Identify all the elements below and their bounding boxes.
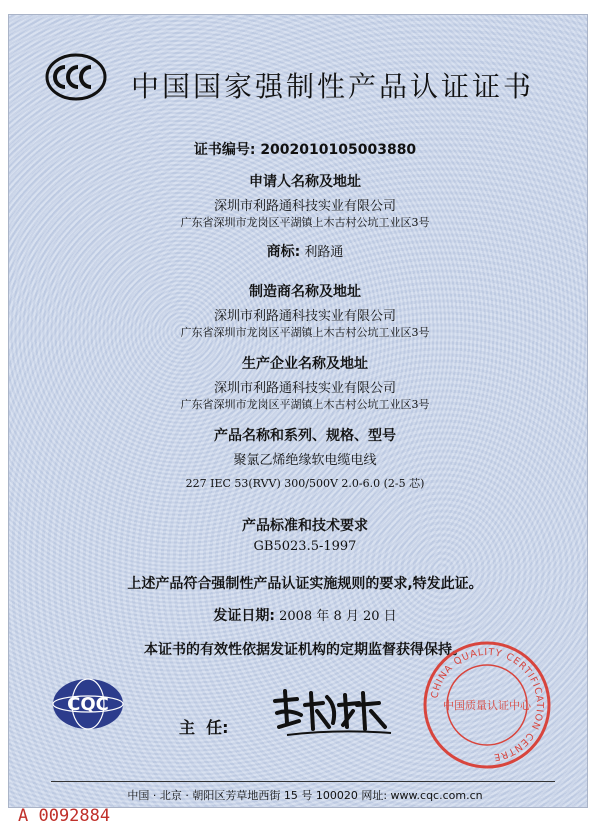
- director-label: 主 任:: [179, 718, 229, 737]
- standard-value: GB5023.5-1997: [253, 539, 357, 554]
- conformity-statement: 上述产品符合强制性产品认证实施规则的要求,特发此证。: [127, 576, 483, 592]
- cert-number-label: 证书编号:: [193, 142, 256, 158]
- trademark-value: 利路通: [304, 245, 344, 260]
- factory-address: 广东省深圳市龙岗区平湖镇上木古村公坑工业区3号: [180, 398, 430, 411]
- validity-note: 本证书的有效性依据发证机构的定期监督获得保持。: [144, 642, 466, 658]
- manufacturer-address: 广东省深圳市龙岗区平湖镇上木古村公坑工业区3号: [180, 326, 430, 339]
- cert-number-line: [9, 139, 600, 159]
- manufacturer-heading: 制造商名称及地址: [249, 284, 361, 300]
- issue-date-label: 发证日期:: [213, 608, 275, 624]
- svg-text:CQC: CQC: [67, 694, 109, 715]
- factory-name: 深圳市利路通科技实业有限公司: [213, 381, 396, 396]
- ccc-mark-icon: [45, 53, 107, 101]
- cert-number: 2002010105003880: [260, 142, 417, 158]
- applicant-name: 深圳市利路通科技实业有限公司: [213, 199, 396, 214]
- product-name: 聚氯乙烯绝缘软电缆电线: [233, 453, 377, 468]
- trademark-label: 商标:: [266, 244, 301, 260]
- svg-text:中国质量认证中心: 中国质量认证中心: [443, 699, 531, 712]
- svg-text:CHINA QUALITY CERTIFICATION CE: CHINA QUALITY CERTIFICATION CENTRE: [429, 646, 546, 763]
- footer-divider: [51, 781, 555, 782]
- footer-address: 中国 · 北京 · 朝阳区芳草地西街 15 号 100020 网址: www.cqc.com.cn: [127, 789, 483, 802]
- applicant-address: 广东省深圳市龙岗区平湖镇上木古村公坑工业区3号: [180, 216, 430, 229]
- product-heading: 产品名称和系列、规格、型号: [214, 428, 396, 444]
- issue-date: 2008 年 8 月 20 日: [279, 609, 397, 624]
- standard-heading: 产品标准和技术要求: [242, 518, 368, 534]
- product-spec: 227 IEC 53(RVV) 300/500V 2.0-6.0 (2-5 芯): [185, 477, 425, 490]
- manufacturer-name: 深圳市利路通科技实业有限公司: [213, 309, 396, 324]
- serial-number: A 0092884: [18, 806, 111, 826]
- applicant-heading: 申请人名称及地址: [249, 174, 361, 190]
- issue-date-line: [9, 605, 600, 625]
- trademark-line: [9, 241, 600, 261]
- certificate-title: 中国国家强制性产品认证证书: [131, 70, 535, 103]
- certificate-sheet: [8, 14, 588, 808]
- certification-seal-icon: [421, 639, 553, 771]
- cqc-logo-icon: [51, 677, 125, 731]
- factory-heading: 生产企业名称及地址: [242, 356, 368, 372]
- director-signature: [267, 683, 397, 739]
